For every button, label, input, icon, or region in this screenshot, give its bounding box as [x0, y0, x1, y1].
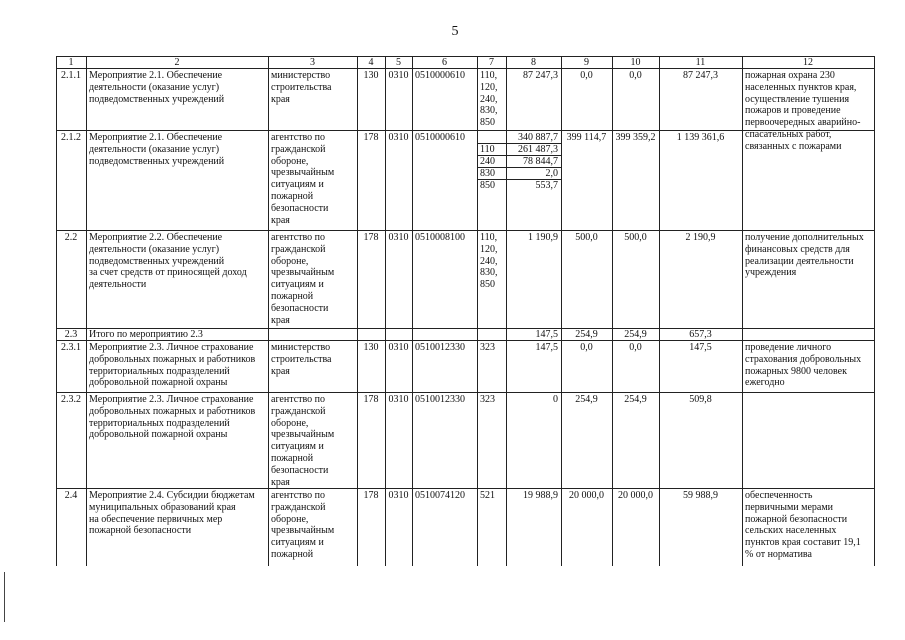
table-column-rule [86, 56, 87, 566]
table-row-rule [56, 230, 874, 231]
event-name: Мероприятие 2.1. Обеспечение деятельности (оказание услуг) подведомственных учреждений [89, 132, 225, 167]
table-cell: 0,0 [629, 70, 642, 81]
table-column-rule [357, 56, 358, 566]
table-cell: 147,5 [535, 342, 558, 353]
table-cell: 323 [480, 394, 495, 405]
table-column-rule [477, 56, 478, 566]
table-column-rule [412, 56, 413, 566]
table-cell: 87 247,3 [683, 70, 718, 81]
table-cell: 130 [363, 70, 379, 81]
table-cell: 1 190,9 [528, 232, 558, 243]
table-cell: 500,0 [575, 232, 598, 243]
table-column-rule [561, 56, 562, 566]
table-cell: 0,0 [629, 342, 642, 353]
table-cell: 130 [363, 342, 379, 353]
table-cell: 178 [363, 232, 379, 243]
event-name: Мероприятие 2.3. Личное страхование добровольных пожарных и работников территориальных подразделений добровольной пожарной охраны [89, 342, 256, 389]
table-cell: 254,9 [624, 329, 647, 340]
event-name: Мероприятие 2.4. Субсидии бюджетам муниципальных образований края на обеспечение первичных мер пожарной безопасности [89, 490, 255, 537]
row-number: 2.3 [64, 329, 78, 340]
table-cell: 178 [363, 394, 379, 405]
col-total: 11 [695, 57, 706, 68]
col-vr: 7 [489, 57, 494, 68]
col-rzpr: 5 [396, 57, 401, 68]
col-executor: 3 [310, 57, 315, 68]
col-event: 2 [174, 57, 180, 68]
col-year1: 8 [531, 57, 536, 68]
row-number: 2.4 [64, 490, 78, 501]
table-row-rule [56, 392, 874, 393]
table-cell: 110, 120, 240, 830, 850 [480, 70, 498, 129]
table-column-rule [612, 56, 613, 566]
col-grbs: 4 [368, 57, 374, 68]
event-name: Итого по мероприятию 2.3 [89, 329, 203, 340]
sub-row-vr: 830 [480, 168, 495, 179]
table-cell: агентство по гражданской обороне, чрезвычайным ситуациям и пожарной безопасности края [271, 132, 335, 226]
table-cell: 0510074120 [415, 490, 465, 501]
table-cell: 59 988,9 [683, 490, 718, 501]
table-cell: 0510012330 [415, 342, 465, 353]
table-cell: министерство строительства края [271, 342, 332, 377]
table-cell: 20 000,0 [569, 490, 604, 501]
sub-row-amount: 553,7 [535, 180, 558, 191]
table-column-rule [385, 56, 386, 566]
sub-row-vr: 240 [480, 156, 495, 167]
table-cell: 1 139 361,6 [676, 132, 725, 143]
table-cell: 19 988,9 [523, 490, 558, 501]
table-cell: 323 [480, 342, 495, 353]
table-cell: 0310 [388, 232, 409, 243]
col-year2: 9 [584, 57, 589, 68]
table-cell: 340 887,7 [518, 132, 558, 143]
page-number: 5 [451, 24, 459, 39]
table-cell: 521 [480, 490, 495, 501]
col-year3: 10 [630, 57, 641, 68]
table-cell: 147,5 [689, 342, 712, 353]
table-column-rule [268, 56, 269, 566]
table-cell: агентство по гражданской обороне, чрезвычайным ситуациям и пожарной безопасности края [271, 394, 335, 488]
sub-row-vr: 110 [480, 144, 495, 155]
sub-row-amount: 2,0 [545, 168, 558, 179]
table-cell: получение дополнительных финансовых средств для реализации деятельности учреждения [745, 232, 864, 279]
table-column-rule [506, 56, 507, 566]
table-cell: 254,9 [624, 394, 647, 405]
table-cell: 0310 [388, 394, 409, 405]
table-cell: 87 247,3 [523, 70, 558, 81]
table-cell: министерство строительства края [271, 70, 332, 105]
table-cell: 0 [553, 394, 558, 405]
table-column-rule [742, 56, 743, 566]
table-cell: 399 114,7 [566, 132, 607, 143]
table-cell: 2 190,9 [685, 232, 716, 243]
table-cell: 0310 [388, 342, 409, 353]
table-cell: агентство по гражданской обороне, чрезвычайным ситуациям и пожарной безопасности края [271, 232, 335, 326]
table-cell: 399 359,2 [615, 132, 656, 143]
table-cell: 178 [363, 132, 379, 143]
table-cell: 0510012330 [415, 394, 465, 405]
scan-edge-mark [4, 572, 5, 622]
col-no: 1 [68, 57, 74, 68]
table-cell: 509,8 [689, 394, 712, 405]
row-number: 2.3.2 [61, 394, 81, 405]
table-cell: 0,0 [580, 70, 593, 81]
row-number: 2.2 [64, 232, 78, 243]
table-cell: 0,0 [580, 342, 593, 353]
table-cell: 20 000,0 [618, 490, 653, 501]
table-cell: 0310 [388, 70, 409, 81]
table-cell: 178 [363, 490, 379, 501]
event-name: Мероприятие 2.2. Обеспечение деятельности (оказание услуг) подведомственных учреждений за счет средств от приносящей доход деятельности [89, 232, 247, 291]
table-cell: агентство по гражданской обороне, чрезвычайным ситуациям и пожарной [271, 490, 335, 560]
table-cell: 254,9 [575, 329, 598, 340]
table-column-rule [56, 56, 57, 566]
table-cell: обеспеченность первичными мерами пожарной безопасности сельских населенных пунктов края составит 19,1 % от норматива [745, 490, 861, 560]
row-number: 2.1.2 [61, 132, 81, 143]
table-cell: 0510000610 [415, 70, 465, 81]
event-name: Мероприятие 2.1. Обеспечение деятельности (оказание услуг) подведомственных учреждений [89, 70, 225, 105]
table-column-rule [874, 56, 875, 566]
table-cell: 254,9 [575, 394, 598, 405]
table-cell: пожарная охрана 230 населенных пунктов края, осуществление тушения пожаров и проведение первоочередных аварийно- спасательных работ, связанных с пожарами [745, 70, 861, 152]
col-csr: 6 [442, 57, 447, 68]
table-cell: 147,5 [535, 329, 558, 340]
table-cell: 0310 [388, 490, 409, 501]
table-cell: 0510008100 [415, 232, 465, 243]
table-cell: 500,0 [624, 232, 647, 243]
table-cell: проведение личного страхования добровольных пожарных 9800 человек ежегодно [745, 342, 862, 389]
col-result: 12 [803, 57, 813, 68]
table-cell: 0510000610 [415, 132, 465, 143]
table-column-rule [659, 56, 660, 566]
row-number: 2.1.1 [61, 70, 81, 81]
event-name: Мероприятие 2.3. Личное страхование добровольных пожарных и работников территориальных подразделений добровольной пожарной охраны [89, 394, 256, 441]
table-cell: 0310 [388, 132, 409, 143]
row-number: 2.3.1 [61, 342, 81, 353]
table-row-rule [56, 488, 874, 489]
table-cell: 657,3 [689, 329, 712, 340]
sub-row-amount: 78 844,7 [523, 156, 558, 167]
sub-row-vr: 850 [480, 180, 495, 191]
table-cell: 110, 120, 240, 830, 850 [480, 232, 498, 291]
sub-row-amount: 261 487,3 [518, 144, 558, 155]
